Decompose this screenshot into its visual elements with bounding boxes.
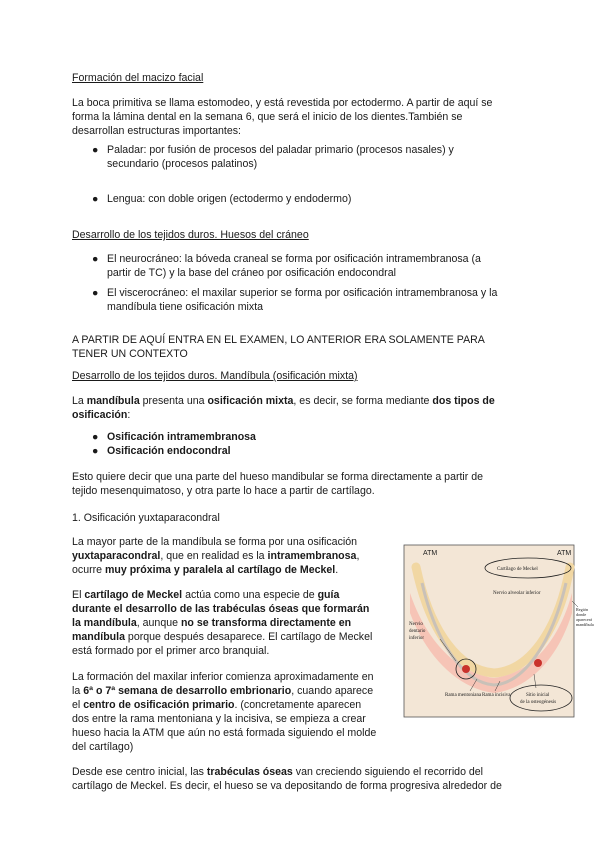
paragraph-line: desarrollan estructuras importantes: bbox=[72, 125, 241, 137]
nerve-dentario-label: inferior bbox=[409, 636, 424, 641]
paragraph-line: tejido mesenquimatoso, y otra parte lo hace a partir de cartílago. bbox=[72, 485, 375, 497]
atm-right-label: ATM bbox=[557, 550, 572, 557]
paragraph-line: La mayor parte de la mandíbula se forma por una osificación bbox=[72, 536, 358, 548]
subsection-title: 1. Osificación yuxtaparacondral bbox=[72, 512, 220, 524]
bullet-text: secundario (procesos palatinos) bbox=[107, 158, 258, 170]
paragraph-line: la mandíbula, aunque no se transforma directamente en bbox=[72, 617, 352, 629]
paragraph-line: La formación del maxilar inferior comienza aproximadamente en bbox=[72, 671, 374, 683]
paragraph-line: yuxtaparacondral, que en realidad es la intramembranosa, bbox=[72, 550, 360, 562]
bullet-icon: ● bbox=[92, 431, 99, 443]
bullet-text: Paladar: por fusión de procesos del paladar primario (procesos nasales) y bbox=[107, 144, 454, 156]
paragraph-line: cartílago de Meckel. Es decir, el hueso se va depositando de forma progresiva alrededor de bbox=[72, 780, 502, 792]
bullet-text: Osificación endocondral bbox=[107, 445, 231, 457]
paragraph-line: El cartílago de Meckel actúa como una especie de guía bbox=[72, 589, 340, 601]
ramus-mentoniana-label: Rama mentoniana bbox=[445, 693, 482, 698]
paragraph-line: del cartílago) bbox=[72, 741, 134, 753]
bullet-text: Lengua: con doble origen (ectodermo y endodermo) bbox=[107, 193, 352, 205]
alveolar-nerve-label: Nervio alveolar inferior bbox=[493, 591, 541, 596]
nerve-dentario-label: Nervio bbox=[409, 622, 423, 627]
paragraph-line: está formado por el primer arco branquial. bbox=[72, 645, 270, 657]
paragraph-line: Desde ese centro inicial, las trabéculas óseas van creciendo siguiendo el recorrido del bbox=[72, 766, 484, 778]
meckel-cartilage-figure bbox=[400, 543, 594, 719]
meckel-label: Cartílago de Meckel bbox=[497, 567, 538, 572]
paragraph-line: Esto quiere decir que una parte del hueso mandibular se forma directamente a partir de bbox=[72, 471, 484, 483]
ossification-center bbox=[462, 665, 470, 673]
side-label: Región bbox=[576, 607, 589, 612]
bullet-icon: ● bbox=[92, 253, 99, 265]
bullet-text: partir de TC) y la base del cráneo por osificación endocondral bbox=[107, 267, 396, 279]
site-label: de la osteogénesis bbox=[520, 700, 557, 705]
side-label: mandíbula bbox=[576, 622, 594, 627]
paragraph-line: la 6ª o 7ª semana de desarrollo embrionario, cuando aparece bbox=[72, 685, 374, 697]
paragraph-line: durante el desarrollo de las trabéculas óseas que formarán bbox=[72, 603, 370, 615]
paragraph-line: mandíbula porque después desaparece. El cartílago de Meckel bbox=[72, 631, 373, 643]
paragraph-line: dos entre la rama mentoniana y la incisiva, se empieza a crear bbox=[72, 713, 366, 725]
section-title-skull: Desarrollo de los tejidos duros. Huesos del cráneo bbox=[72, 229, 309, 241]
section-title-mandible: Desarrollo de los tejidos duros. Mandíbula (osificación mixta) bbox=[72, 370, 358, 382]
ramus-incisiva-label: Rama incisiva bbox=[482, 693, 511, 698]
exam-notice: A PARTIR DE AQUÍ ENTRA EN EL EXAMEN, LO ANTERIOR ERA SOLAMENTE PARA bbox=[72, 334, 485, 346]
nerve-dentario-label: dentario bbox=[409, 629, 426, 634]
bullet-icon: ● bbox=[92, 445, 99, 457]
bullet-icon: ● bbox=[92, 287, 99, 299]
paragraph-line: La mandíbula presenta una osificación mixta, es decir, se forma mediante dos tipos de bbox=[72, 395, 495, 407]
bullet-text: mandíbula tiene osificación mixta bbox=[107, 301, 264, 313]
paragraph-line: forma la lámina dental en la semana 6, que será el inicio de los dientes.También se bbox=[72, 111, 463, 123]
bullet-icon: ● bbox=[92, 193, 99, 205]
site-label: Sitio inicial bbox=[526, 693, 550, 698]
bullet-text: El neurocráneo: la bóveda craneal se forma por osificación intramembranosa (a bbox=[107, 253, 481, 265]
paragraph-line: ocurre muy próxima y paralela al cartílago de Meckel. bbox=[72, 564, 339, 576]
exam-notice: TENER UN CONTEXTO bbox=[72, 348, 188, 360]
ossification-center bbox=[534, 659, 542, 667]
bullet-text: Osificación intramembranosa bbox=[107, 431, 256, 443]
paragraph-line: el centro de osificación primario. (concretamente aparecen bbox=[72, 699, 362, 711]
atm-left-label: ATM bbox=[423, 550, 438, 557]
bullet-icon: ● bbox=[92, 144, 99, 156]
bullet-text: El viscerocráneo: el maxilar superior se forma por osificación intramembranosa y la bbox=[107, 287, 498, 299]
side-label: donde bbox=[576, 612, 587, 617]
side-label: aparecerá bbox=[576, 617, 593, 622]
paragraph-line: osificación: bbox=[72, 409, 131, 421]
section-title-facial: Formación del macizo facial bbox=[72, 72, 204, 84]
paragraph-line: hueso hacia la ATM que aún no está formada siguiendo el molde bbox=[72, 727, 377, 739]
paragraph-line: La boca primitiva se llama estomodeo, y está revestida por ectodermo. A partir de aquí se bbox=[72, 97, 493, 109]
